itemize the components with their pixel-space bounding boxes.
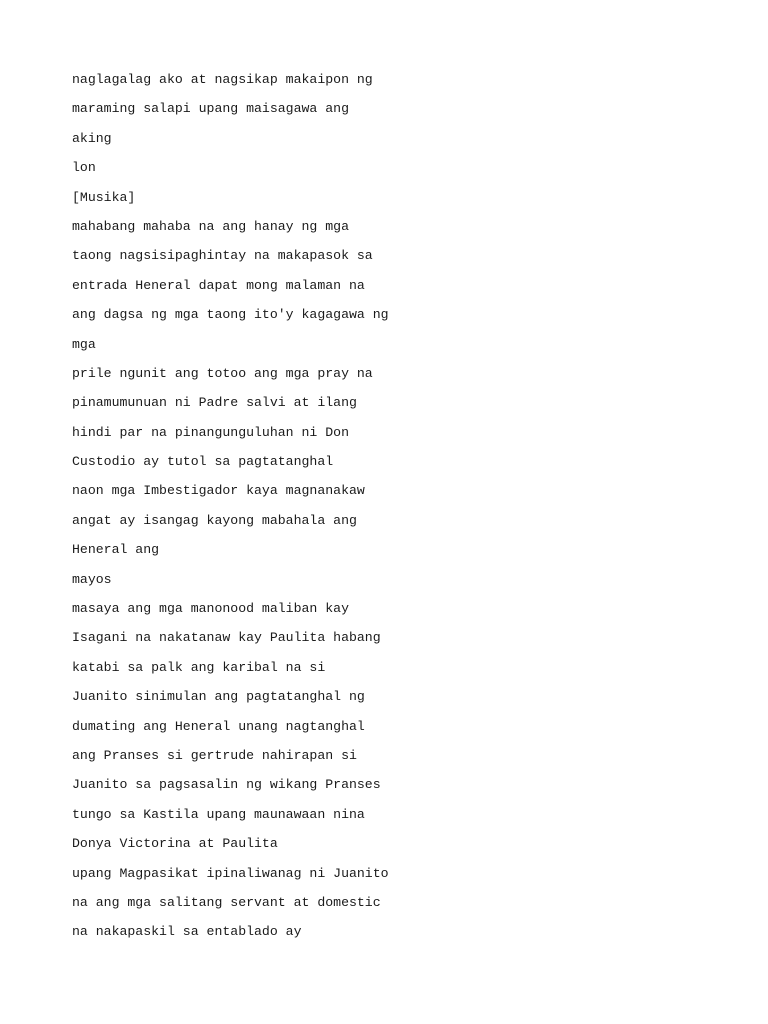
text-line: naon mga Imbestigador kaya magnanakaw <box>72 483 365 499</box>
text-line: ang dagsa ng mga taong ito'y kagagawa ng <box>72 307 389 323</box>
text-line: entrada Heneral dapat mong malaman na <box>72 277 365 293</box>
text-line: taong nagsisipaghintay na makapasok sa <box>72 248 373 264</box>
text-line: Heneral ang <box>72 542 160 558</box>
text-line: na ang mga salitang servant at domestic <box>72 894 381 910</box>
text-line: mga <box>72 336 96 352</box>
text-line: Isagani na nakatanaw kay Paulita habang <box>72 630 381 646</box>
text-line: maraming salapi upang maisagawa ang <box>72 101 349 117</box>
text-line: lon <box>72 160 96 176</box>
text-line: Custodio ay tutol sa pagtatanghal <box>72 454 334 470</box>
text-line: pinamumunuan ni Padre salvi at ilang <box>72 395 357 411</box>
transcript-text <box>72 71 389 953</box>
text-line: na nakapaskil sa entablado ay <box>72 924 302 940</box>
text-line: Juanito sinimulan ang pagtatanghal ng <box>72 689 365 705</box>
text-line: angat ay isangag kayong mabahala ang <box>72 512 357 528</box>
text-line: katabi sa palk ang karibal na si <box>72 659 326 675</box>
text-line: hindi par na pinangunguluhan ni Don <box>72 424 349 440</box>
text-line: ang Pranses si gertrude nahirapan si <box>72 747 357 763</box>
text-line: masaya ang mga manonood maliban kay <box>72 601 349 617</box>
text-line: aking <box>72 130 112 146</box>
text-line: [Musika] <box>72 189 136 205</box>
text-line: mahabang mahaba na ang hanay ng mga <box>72 218 349 234</box>
text-line: mayos <box>72 571 112 587</box>
text-line: Donya Victorina at Paulita <box>72 836 278 852</box>
text-line: upang Magpasikat ipinaliwanag ni Juanito <box>72 865 389 881</box>
text-line: dumating ang Heneral unang nagtanghal <box>72 718 365 734</box>
text-line: Juanito sa pagsasalin ng wikang Pranses <box>72 777 381 793</box>
text-line: naglagalag ako at nagsikap makaipon ng <box>72 72 373 87</box>
text-line: prile ngunit ang totoo ang mga pray na <box>72 365 373 381</box>
text-line: tungo sa Kastila upang maunawaan nina <box>72 806 365 822</box>
